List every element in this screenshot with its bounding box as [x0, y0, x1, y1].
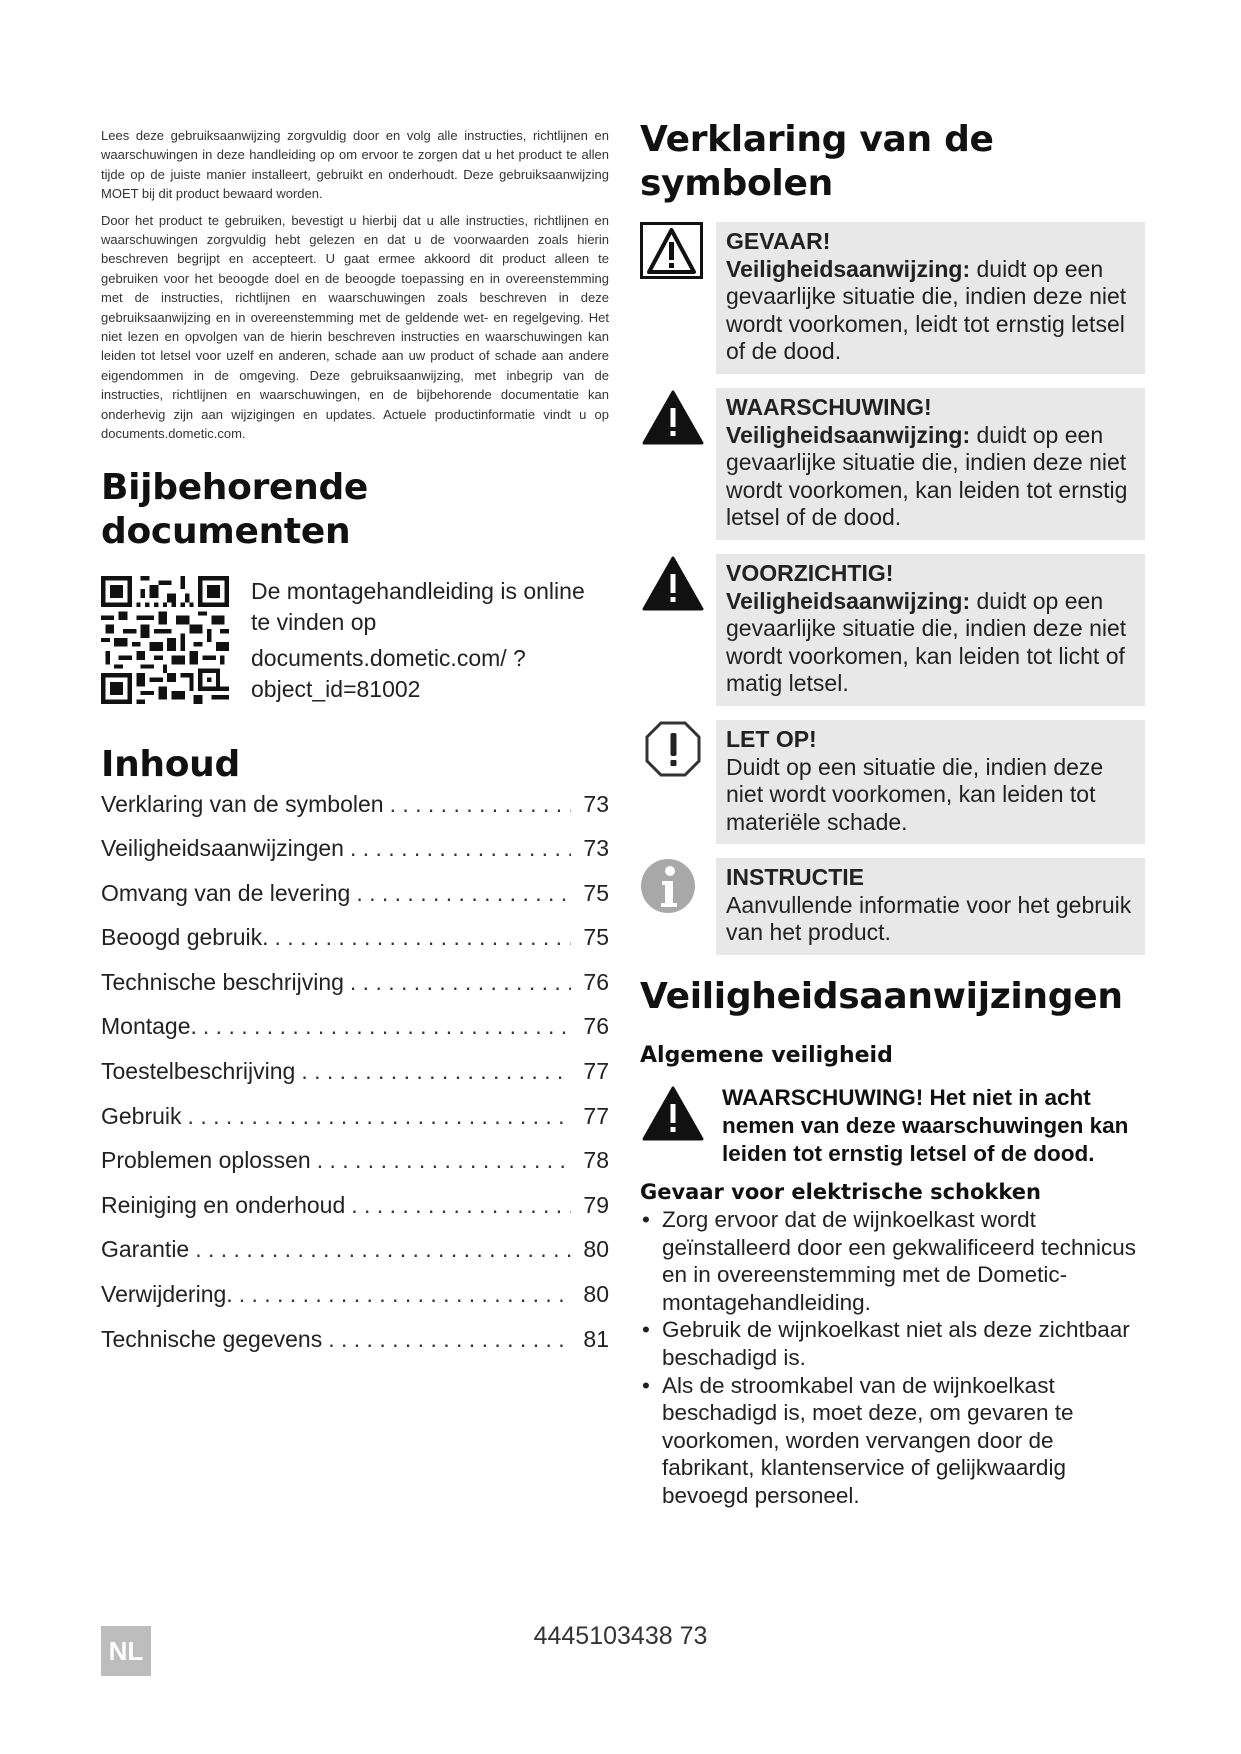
intro-text [101, 126, 609, 444]
symbol-bold-label: Veiligheidsaanwijzing: [726, 421, 971, 448]
toc-item[interactable] [101, 835, 609, 880]
toc-leader [239, 1281, 571, 1308]
toc-item[interactable] [101, 880, 609, 925]
symbol-notice [640, 720, 1145, 844]
toc-item-label: Garantie [101, 1236, 190, 1263]
qr-code-icon[interactable] [101, 576, 229, 704]
warning-icon [640, 388, 708, 446]
toc-leader [328, 1326, 571, 1353]
electric-shock-list [640, 1206, 1145, 1510]
toc-item-label: Omvang van de levering [101, 879, 351, 906]
toc-item-label: Verwijdering. [101, 1281, 233, 1308]
toc-item[interactable] [101, 791, 609, 836]
toc-item-page: 77 [583, 1058, 609, 1085]
toc-item[interactable] [101, 1013, 609, 1058]
toc-item-label: Montage. [101, 1013, 197, 1040]
safety-title: Veiligheidsaanwijzingen [640, 976, 1123, 1018]
symbol-caution-text [716, 554, 1145, 706]
toc-item-label: Problemen oplossen [101, 1147, 311, 1174]
toc-item-page: 80 [583, 1236, 609, 1263]
right-column [640, 118, 1145, 1510]
electric-shock-title: Gevaar voor elektrische schokken [640, 1180, 1041, 1205]
list-item: • Gebruik de wijnkoelkast niet als deze zichtbaar beschadigd is. [640, 1316, 1145, 1371]
symbol-heading: VOORZICHTIG! [726, 559, 894, 586]
symbol-description: Duidt op een situatie die, indien deze niet wordt voorkomen, kan leiden tot materiële schade. [726, 753, 1104, 835]
related-documents-title: Bijbehorende documenten [101, 466, 369, 552]
symbol-danger-text [716, 222, 1145, 374]
toc-item-label: Veiligheidsaanwijzingen [101, 835, 344, 862]
symbol-description: duidt op een gevaarlijke situatie die, indien deze niet wordt voorkomen, kan leiden tot licht of matig letsel. [726, 587, 1127, 697]
symbol-heading: GEVAAR! [726, 228, 831, 254]
toc-item-label: Reiniging en onderhoud [101, 1191, 346, 1218]
toc-leader [356, 880, 571, 907]
toc-item[interactable] [101, 1058, 609, 1103]
toc-item-label: Toestelbeschrijving [101, 1058, 296, 1085]
page-footer: 4445103438 73 [533, 1622, 708, 1650]
language-badge: NL [101, 1626, 151, 1676]
toc-item-label: Beoogd gebruik. [101, 924, 269, 951]
related-documents-text [251, 576, 609, 705]
toc-item-label: Gebruik [101, 1102, 182, 1129]
symbol-warning [640, 388, 1145, 540]
toc-item[interactable] [101, 1103, 609, 1148]
toc-item-page: 76 [583, 1013, 609, 1040]
list-item: • Als de stroomkabel van de wijnkoelkast beschadigd is, moet deze, om gevaren te voorkomen, worden vervangen door de fabrikant, klantenservice of gelijkwaardig bevoegd personeel. [640, 1372, 1145, 1510]
toc-leader [275, 924, 571, 951]
symbol-info [640, 858, 1145, 955]
toc-leader [317, 1147, 571, 1174]
toc-item[interactable] [101, 1326, 609, 1371]
docs-link[interactable]: documents.dometic.com/ ?object_id=81002 [251, 644, 526, 702]
symbol-caution [640, 554, 1145, 706]
symbol-heading: WAARSCHUWING! [726, 393, 932, 420]
symbol-warning-text [716, 388, 1145, 540]
toc-leader [351, 1192, 571, 1219]
symbols-list [640, 222, 1145, 955]
toc-leader [301, 1058, 571, 1085]
list-item: • Zorg ervoor dat de wijnkoelkast wordt geïnstalleerd door een gekwalificeerd technicus en in overeenstemming met de Dometic-montagehandleiding. [640, 1206, 1145, 1316]
symbol-heading: INSTRUCTIE [726, 864, 864, 891]
toc-leader [195, 1236, 571, 1263]
symbols-title: Verklaring van de symbolen [640, 119, 994, 204]
toc-item-label: Technische beschrijving [101, 968, 344, 995]
toc-leader [350, 835, 571, 862]
toc-item-page: 78 [583, 1147, 609, 1174]
toc-leader [390, 791, 571, 818]
toc-item-label: Verklaring van de symbolen [101, 790, 384, 817]
toc-item-page: 77 [583, 1102, 609, 1129]
toc-item-page: 79 [583, 1191, 609, 1218]
symbol-description: Aanvullende informatie voor het gebruik van het product. [726, 891, 1132, 946]
toc-item-page: 76 [583, 968, 609, 995]
toc-item-page: 81 [583, 1325, 609, 1352]
toc-item[interactable] [101, 924, 609, 969]
toc-leader [203, 1013, 571, 1040]
symbol-notice-text [716, 720, 1145, 844]
toc-item[interactable] [101, 1236, 609, 1281]
toc-leader [350, 969, 571, 996]
toc-item-page: 75 [583, 879, 609, 906]
toc-item-label: Technische gegevens [101, 1325, 323, 1352]
table-of-contents [101, 791, 609, 1371]
info-icon [640, 858, 708, 916]
toc-item[interactable] [101, 1147, 609, 1192]
docs-line-1: De montagehandleiding is online te vinden op [251, 577, 585, 635]
toc-item[interactable] [101, 1281, 609, 1326]
toc-item-page: 75 [583, 924, 609, 951]
caution-icon [640, 554, 708, 612]
general-warning-text: WAARSCHUWING! Het niet in acht nemen van deze waarschuwingen kan leiden tot ernstig letsel of de dood. [722, 1085, 1129, 1167]
toc-item[interactable] [101, 1192, 609, 1237]
toc-item-page: 80 [583, 1281, 609, 1308]
symbol-info-text [716, 858, 1145, 955]
toc-item-page: 73 [583, 790, 609, 817]
intro-paragraph-1: Lees deze gebruiksaanwijzing zorgvuldig door en volg alle instructies, richtlijnen en waarschuwingen in deze handleiding op om ervoor te zorgen dat u het product te allen tijde op de juiste manier installeert, gebruikt en onderhoudt. Deze gebruiksaanwijzing MOET bij dit product bewaard worden. [101, 128, 609, 202]
symbol-bold-label: Veiligheidsaanwijzing: [726, 587, 971, 614]
toc-leader [188, 1103, 571, 1130]
symbol-bold-label: Veiligheidsaanwijzing: [726, 255, 971, 282]
symbol-description: duidt op een gevaarlijke situatie die, indien deze niet wordt voorkomen, leidt tot ernstig letsel of de dood. [726, 255, 1127, 365]
symbol-danger [640, 222, 1145, 374]
general-safety-title: Algemene veiligheid [640, 1043, 893, 1069]
symbol-heading: LET OP! [726, 725, 817, 752]
left-column [101, 126, 609, 1370]
related-documents [101, 576, 609, 705]
toc-item[interactable] [101, 969, 609, 1014]
notice-icon [640, 720, 708, 778]
warning-icon [640, 1084, 708, 1142]
general-warning [640, 1084, 1145, 1168]
intro-paragraph-2: Door het product te gebruiken, bevestigt u hierbij dat u alle instructies, richtlijnen en waarschuwingen zorgvuldig hebt gelezen en dat u de voorwaarden zoals hierin beschreven begrijpt en accepteert. U gaat ermee akkoord dit product alleen te gebruiken voor het beoogde doel en de beoogde toepassing en in overeenstemming met de instructies, richtlijnen en waarschuwingen zoals beschreven in deze gebruiksaanwijzing en in overeenstemming met de geldende wet- en regelgeving. Het niet lezen en opvolgen van de hierin beschreven instructies en waarschuwingen kan leiden tot letsel voor uzelf en anderen, schade aan uw product of schade aan andere eigendommen in de omgeving. Deze gebruiksaanwijzing, met inbegrip van de instructies, richtlijnen en waarschuwingen, en de bijbehorende documentatie kan onderhevig zijn aan wijzigingen en updates. Actuele productinformatie vindt u op documents.dometic.com. [101, 212, 609, 442]
toc-title: Inhoud [101, 743, 240, 785]
toc-item-page: 73 [583, 835, 609, 862]
symbol-description: duidt op een gevaarlijke situatie die, indien deze niet wordt voorkomen, kan leiden tot ernstig letsel of de dood. [726, 421, 1128, 531]
danger-icon [640, 222, 708, 280]
